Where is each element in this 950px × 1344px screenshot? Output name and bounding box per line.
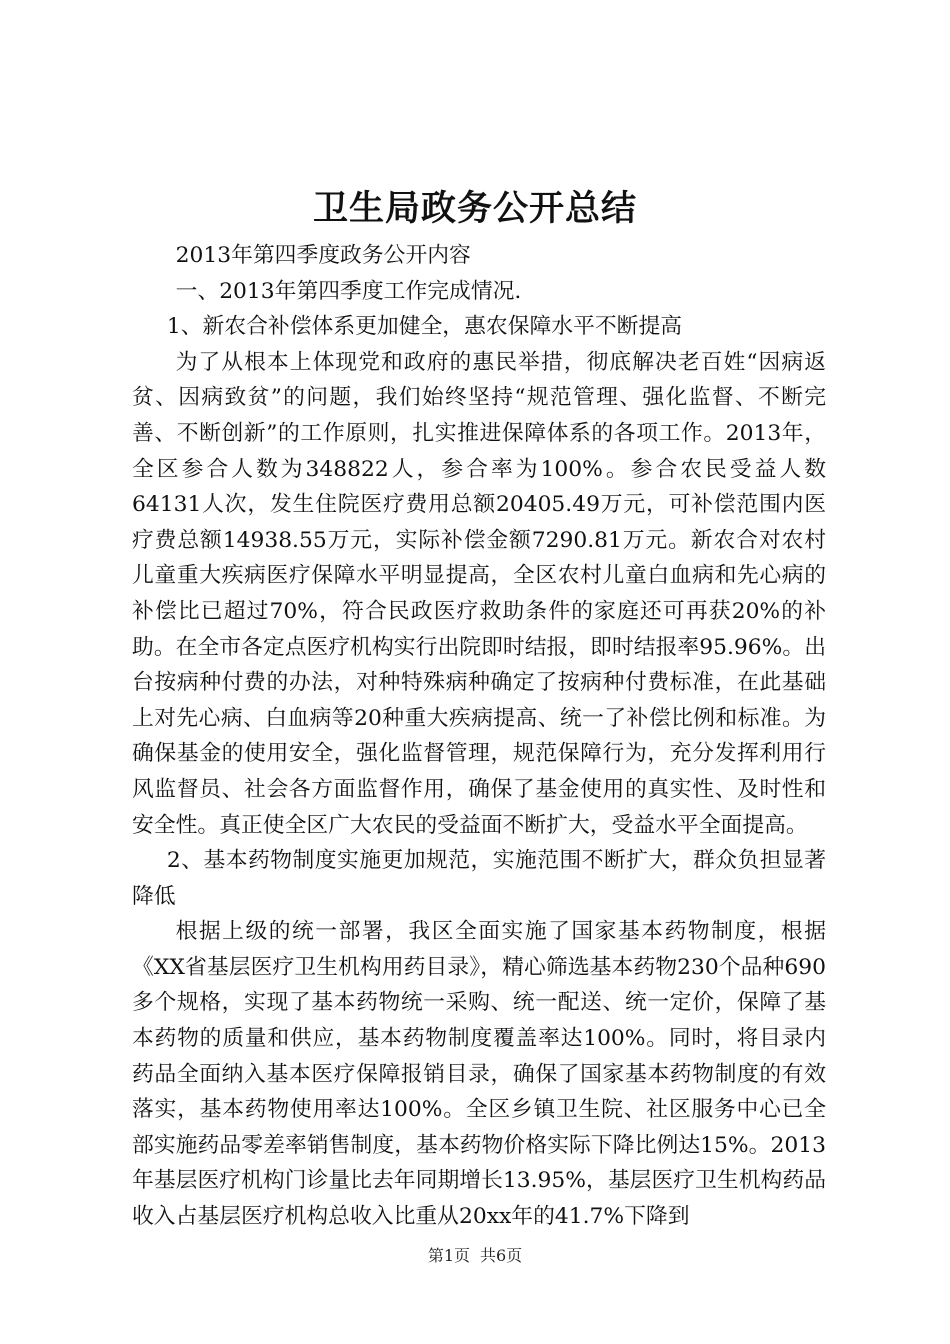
body-paragraph-1: 为了从根本上体现党和政府的惠民举措，彻底解决老百姓“因病返贫、因病致贫”的问题，我们始终坚持“规范管理、强化监督、不断完善、不断创新”的工作原则，扎实推进保障体系的各项工作。2013年，全区参合人数为348822人，参合率为100%。参合农民受益人数64131人次，发生住院医疗费用总额20405.49万元，可补偿范围内医疗费总额14938.55万元，实际补偿金额7290.81万元。新农合对农村儿童重大疾病医疗保障水平明显提高，全区农村儿童白血病和先心病的补偿比已超过70%，符合民政医疗救助条件的家庭还可再获20%的补助。在全市各定点医疗机构实行出院即时结报，即时结报率95.96%。出台按病种付费的办法，对种特殊病种确定了按病种付费标准，在此基础上对先心病、白血病等20种重大疾病提高、统一了补偿比例和标准。为确保基金的使用安全，强化监督管理，规范保障行为，充分发挥利用行风监督员、社会各方面监督作用，确保了基金使用的真实性、及时性和安全性。真正使全区广大农民的受益面不断扩大，受益水平全面提高。: [132, 349, 826, 838]
page-number: 第1页: [427, 1246, 470, 1265]
section-heading-1: 一、2013年第四季度工作完成情况.: [175, 278, 522, 304]
document-title: 卫生局政务公开总结: [312, 188, 637, 229]
page-total: 共6页: [480, 1246, 523, 1265]
document-body: [132, 238, 826, 1235]
section-heading-content: 2013年第四季度政务公开内容: [175, 243, 471, 268]
body-paragraph-2: 根据上级的统一部署，我区全面实施了国家基本药物制度，根据《XX省基层医疗卫生机构用药目录》，精心筛选基本药物230个品种690多个规格，实现了基本药物统一采购、统一配送、统一定价，保障了基本药物的质量和供应，基本药物制度覆盖率达100%。同时，将目录内药品全面纳入基本医疗保障报销目录，确保了国家基本药物制度的有效落实，基本药物使用率达100%。全区乡镇卫生院、社区服务中心已全部实施药品零差率销售制度，基本药物价格实际下降比例达15%。2013年基层医疗机构门诊量比去年同期增长13.95%，基层医疗卫生机构药品收入占基层医疗机构总收入比重从20xx年的41.7%下降到: [132, 919, 826, 1230]
page-footer: [0, 1245, 950, 1267]
subsection-heading-1: 1、新农合补偿体系更加健全，惠农保障水平不断提高: [166, 314, 683, 340]
subsection-heading-2: 2、基本药物制度实施更加规范，实施范围不断扩大，群众负担显著降低: [132, 848, 826, 909]
